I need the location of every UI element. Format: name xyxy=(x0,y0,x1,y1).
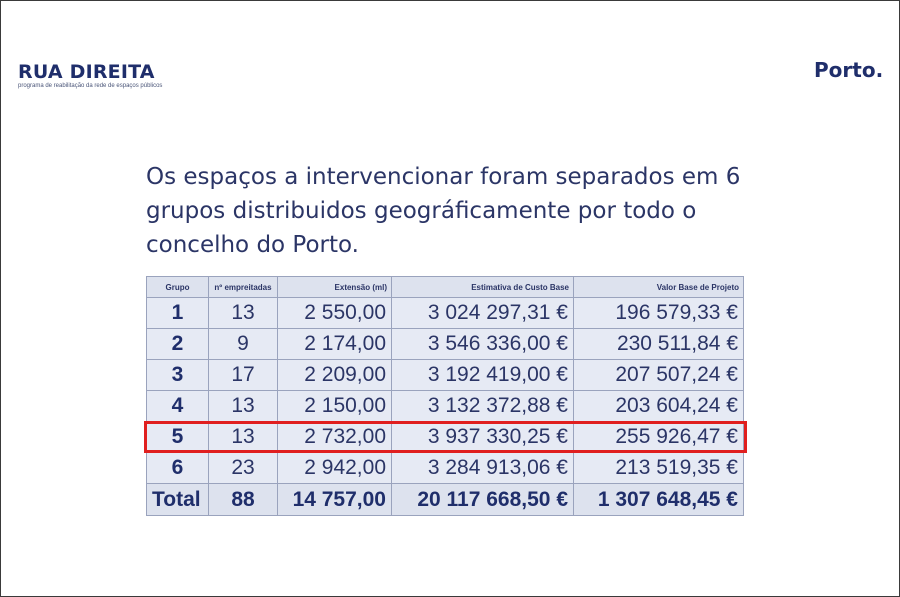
cell-grupo: 6 xyxy=(147,453,209,484)
cell-grupo: 5 xyxy=(147,422,209,453)
cell-extensao: 2 209,00 xyxy=(278,360,392,391)
logo-title: RUA DIREITA xyxy=(18,61,155,83)
cell-extensao: 2 550,00 xyxy=(278,298,392,329)
cell-valor-base: 230 511,84 € xyxy=(574,329,744,360)
row-highlight-box xyxy=(144,421,747,453)
total-estimativa: 20 117 668,50 € xyxy=(392,484,574,516)
table-row xyxy=(147,360,744,391)
cell-empreitadas: 17 xyxy=(209,360,278,391)
total-valor-base: 1 307 648,45 € xyxy=(574,484,744,516)
cell-valor-base: 213 519,35 € xyxy=(574,453,744,484)
groups-table xyxy=(146,276,744,516)
cell-grupo: 3 xyxy=(147,360,209,391)
cell-grupo: 2 xyxy=(147,329,209,360)
total-extensao: 14 757,00 xyxy=(278,484,392,516)
header-estimativa: Estimativa de Custo Base xyxy=(392,277,574,298)
table-row xyxy=(147,391,744,422)
headline-line-1: Os espaços a intervencionar foram separados em 6 xyxy=(146,164,741,190)
cell-estimativa: 3 284 913,06 € xyxy=(392,453,574,484)
cell-empreitadas: 13 xyxy=(209,391,278,422)
cell-valor-base: 196 579,33 € xyxy=(574,298,744,329)
cell-empreitadas: 9 xyxy=(209,329,278,360)
table-total-row xyxy=(147,484,744,516)
table-row xyxy=(147,298,744,329)
headline-line-3: concelho do Porto. xyxy=(146,232,359,258)
porto-brand-logo: Porto. xyxy=(814,58,884,82)
rua-direita-logo xyxy=(18,62,162,90)
total-empreitadas: 88 xyxy=(209,484,278,516)
header-valor-base: Valor Base de Projeto xyxy=(574,277,744,298)
logo-subtitle: programa de reabilitação da rede de espaços públicos xyxy=(18,83,163,89)
cell-estimativa: 3 024 297,31 € xyxy=(392,298,574,329)
table-row xyxy=(147,329,744,360)
cell-grupo: 4 xyxy=(147,391,209,422)
table-row xyxy=(147,453,744,484)
cell-grupo: 1 xyxy=(147,298,209,329)
cell-estimativa: 3 132 372,88 € xyxy=(392,391,574,422)
cell-extensao: 2 174,00 xyxy=(278,329,392,360)
cell-valor-base: 255 926,47 € xyxy=(574,422,744,453)
cell-extensao: 2 732,00 xyxy=(278,422,392,453)
header-empreitadas: nº empreitadas xyxy=(209,277,278,298)
header-extensao: Extensão (ml) xyxy=(278,277,392,298)
total-label: Total xyxy=(147,484,209,516)
header-grupo: Grupo xyxy=(147,277,209,298)
cell-valor-base: 207 507,24 € xyxy=(574,360,744,391)
cell-extensao: 2 150,00 xyxy=(278,391,392,422)
cell-empreitadas: 13 xyxy=(209,422,278,453)
cell-valor-base: 203 604,24 € xyxy=(574,391,744,422)
table-header-row xyxy=(147,277,744,298)
slide-headline xyxy=(146,160,786,262)
cell-estimativa: 3 937 330,25 € xyxy=(392,422,574,453)
cell-estimativa: 3 546 336,00 € xyxy=(392,329,574,360)
cell-empreitadas: 13 xyxy=(209,298,278,329)
headline-line-2: grupos distribuidos geográficamente por todo o xyxy=(146,198,697,224)
cell-extensao: 2 942,00 xyxy=(278,453,392,484)
cell-estimativa: 3 192 419,00 € xyxy=(392,360,574,391)
cell-empreitadas: 23 xyxy=(209,453,278,484)
